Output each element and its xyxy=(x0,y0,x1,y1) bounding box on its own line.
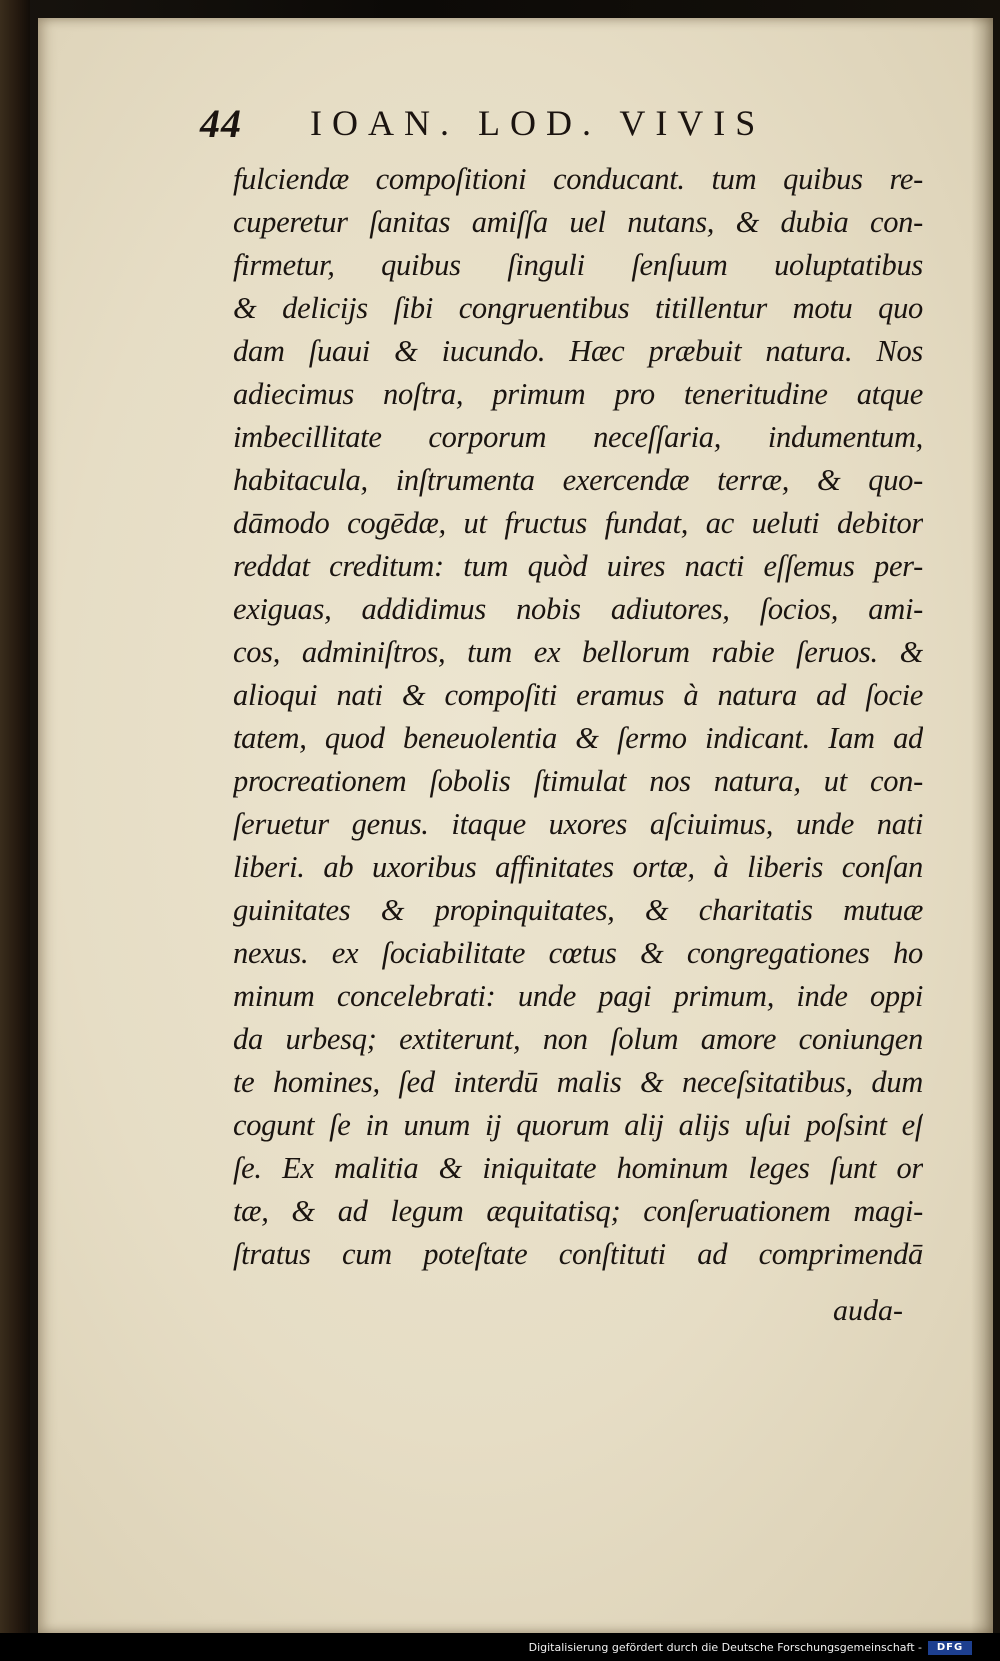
text-line: tæ, & ad legum æquitatisq; conſeruationem magi- xyxy=(233,1194,923,1228)
text-line: adiecimus noſtra, primum pro teneritudine atque xyxy=(233,377,923,411)
page-header xyxy=(200,100,840,150)
page-number: 44 xyxy=(200,101,242,146)
text-line: reddat creditum: tum quòd uires nacti eſſemus per- xyxy=(233,549,923,583)
text-line: liberi. ab uxoribus affinitates ortæ, à liberis conſan xyxy=(233,850,923,884)
text-line: fulciendæ compoſitioni conducant. tum quibus re- xyxy=(233,162,923,196)
text-line: firmetur, quibus ſinguli ſenſuum uoluptatibus xyxy=(233,248,923,282)
text-line: ſe. Ex malitia & iniquitate hominum leges ſunt or xyxy=(233,1151,923,1185)
text-line: cos, adminiſtros, tum ex bellorum rabie ſeruos. & xyxy=(233,635,923,669)
text-line: ſtratus cum poteſtate conſtituti ad comprimendā xyxy=(233,1237,923,1271)
running-head: IOAN. LOD. VIVIS xyxy=(310,103,766,143)
text-line: guinitates & propinquitates, & charitatis mutuæ xyxy=(233,893,923,927)
text-line: dāmodo cogēdæ, ut fructus fundat, ac ueluti debitor xyxy=(233,506,923,540)
text-line: ſeruetur genus. itaque uxores aſciuimus, unde nati xyxy=(233,807,923,841)
text-line: habitacula, inſtrumenta exercendæ terræ, & quo- xyxy=(233,463,923,497)
text-line: cuperetur ſanitas amiſſa uel nutans, & dubia con- xyxy=(233,205,923,239)
text-line: cogunt ſe in unum ij quorum alij alijs uſui poſsint eſ xyxy=(233,1108,923,1142)
book-edge xyxy=(0,0,30,1661)
text-line: & delicijs ſibi congruentibus titillentur motu quo xyxy=(233,291,923,325)
body-text xyxy=(233,158,923,1276)
text-line: imbecillitate corporum neceſſaria, indumentum, xyxy=(233,420,923,454)
text-line: procreationem ſobolis ſtimulat nos natura, ut con- xyxy=(233,764,923,798)
text-line: minum concelebrati: unde pagi primum, inde oppi xyxy=(233,979,923,1013)
dfg-logo: DFG xyxy=(928,1641,972,1655)
footer-bar xyxy=(0,1633,1000,1661)
page-gutter-shadow xyxy=(971,18,993,1633)
footer-credit: Digitalisierung gefördert durch die Deutsche Forschungsgemeinschaft - xyxy=(528,1641,922,1654)
text-line: da urbesq; extiterunt, non ſolum amore coniungen xyxy=(233,1022,923,1056)
catchword: auda- xyxy=(833,1294,903,1327)
text-line: alioqui nati & compoſiti eramus à natura ad ſocie xyxy=(233,678,923,712)
text-line: nexus. ex ſociabilitate cœtus & congregationes ho xyxy=(233,936,923,970)
text-line: exiguas, addidimus nobis adiutores, ſocios, ami- xyxy=(233,592,923,626)
text-line: tatem, quod beneuolentia & ſermo indicant. Iam ad xyxy=(233,721,923,755)
text-line: dam ſuaui & iucundo. Hæc præbuit natura. Nos xyxy=(233,334,923,368)
text-line: te homines, ſed interdū malis & neceſsitatibus, dum xyxy=(233,1065,923,1099)
